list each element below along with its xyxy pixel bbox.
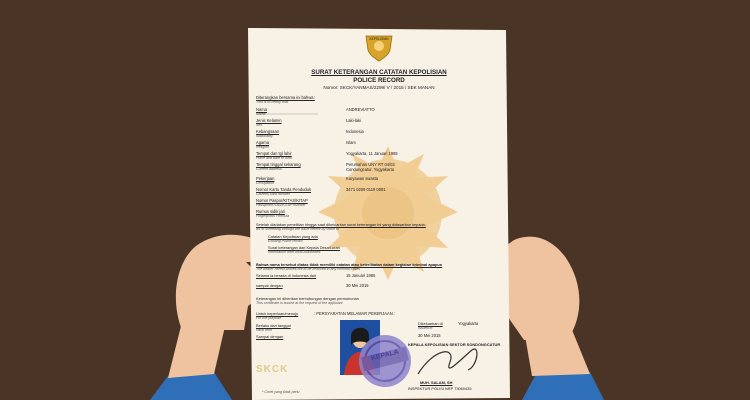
field-label: Tempat dan tgl lahir [256,151,292,156]
statement-text-en: The bearer hereof proves not to be involved in any criminal cases [256,267,361,271]
issued-label-en: Issued in [418,326,433,330]
field-label-en: Citizens card number [256,192,290,196]
police-record-document [248,28,510,400]
field-label: Nama [256,107,267,112]
document-number: Nomor: SKCK/YANMAS/2299/ V / 2015 / SEK MANAN [323,85,435,90]
field-label-en: Nationality [256,134,273,138]
field-label: Jenis Kelamin [256,118,282,123]
field-label: Agama [256,140,269,145]
purpose-label-en: For the purpose [256,316,282,320]
records-intro: Setelah diadakan penelitian hingga saat dikeluarkan surat keterangan ini yang didasarkan kepada: [256,222,426,227]
issued-place: Yogyakarta [458,321,479,326]
intro-text-en: This is to certify that [256,100,288,104]
record-item: Information from local Authorities [268,250,321,254]
until-label: sampai dengan [256,283,283,288]
skck-watermark-text: SKCK [256,364,289,375]
validity-until: Sampai dengan [256,334,284,339]
field-value: Yogyakarta, 11 Januari 1985 [346,151,398,156]
field-value: Indonesia [346,129,364,134]
purpose-value: : PERSYARATAN MELAMAR PEKERJAAN : [314,311,395,316]
header-agency: KEPOLISIAN [369,37,389,41]
field-value: Perumahan UNY RT 04/03 [346,162,395,167]
document-title-en: POLICE RECORD [353,77,405,84]
field-value: Islam [346,140,356,145]
issuing-office: KEPALA KEPOLISIAN SEKTOR SONDONGCATUR [408,342,501,347]
issued-date: 30 Mei 2015 [418,333,441,338]
field-label-en: Fingerprints Formula [256,214,290,218]
field-value: ANDREVIATTO [346,107,375,112]
certificate-note: Keterangan ini diberikan berhubungan dengan permohonan [256,296,359,301]
field-label: Pekerjaan [256,176,275,181]
footnote: * Coret yang tidak perlu [262,390,300,394]
intro-text: Diterangkan bersama ini bahwa: [256,95,315,100]
field-value: Laki-laki [346,118,362,123]
validity-label-en: Valid from [256,328,273,332]
until-value: 30 Mei 2015 [346,283,369,288]
field-label-en: Passport/KITAS/KITAP number [256,203,306,207]
document-title: SURAT KETERANGAN CATATAN KEPOLISIAN [311,69,447,76]
record-item: Catatan Kepolisian yang ada [268,234,318,239]
stamp-label: KEPALA [370,348,400,363]
field-value: Karyawan swasta [346,176,379,181]
field-label-en: Religion [256,145,269,149]
field-label-en: Occupation [256,181,275,185]
right-sleeve [522,372,604,400]
field-value: 3471 0209 0119 0001 [346,187,386,192]
officer-rank: INSPEKTUR POLISI NRP 73060435 [408,386,472,391]
field-label-en: Place and date of birth [256,156,292,160]
purpose-label: Untuk keperluan/menuju [256,311,299,316]
field-label: Nomor Paspor/KITAS/KITAP [256,198,308,203]
stay-label: Selama ia berada di Indonesia dari [256,273,317,278]
field-label-en: Sex [256,123,263,127]
record-item: Existing Police record [268,239,303,243]
field-value-extra: Condongcatur, Yogyakarta [346,167,395,172]
left-arm [168,322,226,378]
certificate-note-en: This certificate is issued at the request of the applicant [256,301,343,305]
record-item: Surat keterangan dari Kepala Desa/Lurah [268,245,340,250]
records-intro-en: As of screening through the issue hereof by virtue of [256,227,340,231]
field-label: Tempat tinggal sekarang [256,162,301,167]
field-label: Rumus sidik jari [256,209,285,214]
issued-label: Dikeluarkan di [418,321,443,326]
statement-text: Bahwa nama tersebut diatas tidak memiliki catatan atau keterlibatan dalam kegiatan kriminal apapun [256,262,443,267]
field-label: Kebangsaan [256,129,279,134]
field-label-en: Current address [256,167,282,171]
left-sleeve [150,372,232,400]
field-label: Nomor Kartu Tanda Penduduk [256,187,311,192]
officer-name: MUH. SALAM, SH [420,380,453,385]
stay-value: 15 Januari 1985 [346,273,376,278]
validity-label: Berlaku dari tanggal [256,323,291,328]
field-label-en: Name [256,112,266,116]
